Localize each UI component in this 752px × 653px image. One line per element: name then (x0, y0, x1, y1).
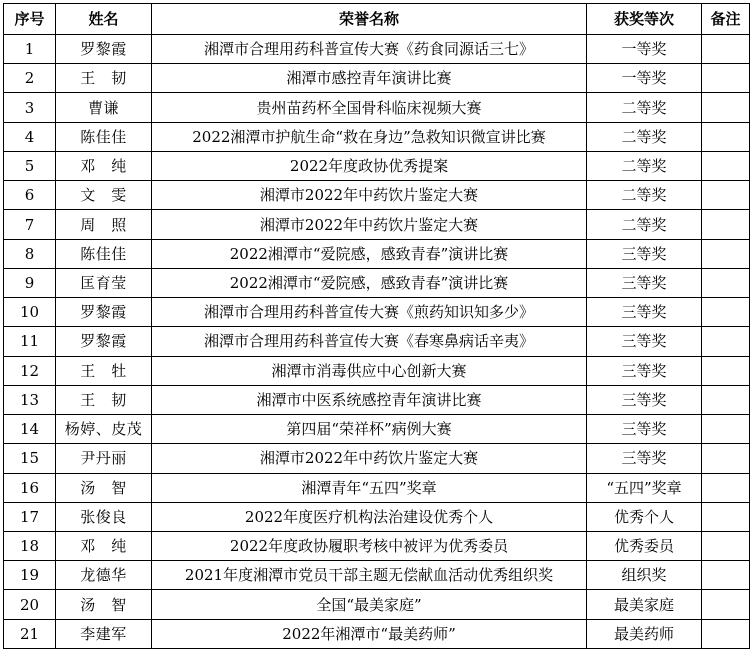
cell-note (702, 151, 750, 180)
cell-level: 三等奖 (587, 239, 702, 268)
cell-no: 1 (4, 35, 56, 64)
cell-level: 三等奖 (587, 327, 702, 356)
honors-table (3, 3, 750, 649)
cell-note (702, 473, 750, 502)
cell-award: 2022湘潭市“爱院感，感致青春”演讲比赛 (152, 239, 587, 268)
header-name: 姓名 (56, 4, 152, 35)
cell-name: 汤 智 (56, 473, 152, 502)
cell-award: 第四届“荣祥杯”病例大赛 (152, 415, 587, 444)
cell-note (702, 385, 750, 414)
header-note: 备注 (702, 4, 750, 35)
cell-award: 贵州苗药杯全国骨科临床视频大赛 (152, 93, 587, 122)
cell-level: 一等奖 (587, 64, 702, 93)
cell-award: 湘潭市感控青年演讲比赛 (152, 64, 587, 93)
cell-award: 湘潭市2022年中药饮片鉴定大赛 (152, 181, 587, 210)
cell-name: 张俊良 (56, 502, 152, 531)
table-row (4, 502, 750, 531)
cell-name: 杨婷、皮茂 (56, 415, 152, 444)
cell-award: 2022湘潭市护航生命“救在身边”急救知识微宣讲比赛 (152, 122, 587, 151)
cell-note (702, 444, 750, 473)
cell-award: 湘潭市2022年中药饮片鉴定大赛 (152, 210, 587, 239)
cell-level: “五四”奖章 (587, 473, 702, 502)
table-row (4, 93, 750, 122)
cell-award: 湘潭市合理用药科普宣传大赛《春寒鼻病话辛夷》 (152, 327, 587, 356)
cell-name: 罗黎霞 (56, 298, 152, 327)
cell-level: 二等奖 (587, 122, 702, 151)
header-award: 荣誉名称 (152, 4, 587, 35)
cell-name: 王 牡 (56, 356, 152, 385)
cell-level: 三等奖 (587, 298, 702, 327)
cell-no: 4 (4, 122, 56, 151)
cell-level: 二等奖 (587, 210, 702, 239)
table-row (4, 385, 750, 414)
cell-award: 2022年湘潭市“最美药师” (152, 619, 587, 648)
header-row (4, 4, 750, 35)
table-row (4, 181, 750, 210)
table-row (4, 356, 750, 385)
table-row (4, 268, 750, 297)
cell-award: 2022年度医疗机构法治建设优秀个人 (152, 502, 587, 531)
cell-no: 17 (4, 502, 56, 531)
table-row (4, 239, 750, 268)
cell-name: 文 雯 (56, 181, 152, 210)
cell-award: 2021年度湘潭市党员干部主题无偿献血活动优秀组织奖 (152, 561, 587, 590)
cell-level: 最美家庭 (587, 590, 702, 619)
cell-name: 王 韧 (56, 64, 152, 93)
table-row (4, 64, 750, 93)
cell-name: 邓 纯 (56, 151, 152, 180)
cell-award: 湘潭青年“五四”奖章 (152, 473, 587, 502)
cell-name: 陈佳佳 (56, 239, 152, 268)
table-row (4, 590, 750, 619)
cell-note (702, 298, 750, 327)
cell-note (702, 415, 750, 444)
cell-name: 曹谦 (56, 93, 152, 122)
cell-note (702, 502, 750, 531)
table-row (4, 561, 750, 590)
cell-level: 三等奖 (587, 444, 702, 473)
table-row (4, 122, 750, 151)
table-row (4, 619, 750, 648)
cell-note (702, 590, 750, 619)
cell-no: 6 (4, 181, 56, 210)
cell-name: 尹丹丽 (56, 444, 152, 473)
table-row (4, 210, 750, 239)
cell-no: 15 (4, 444, 56, 473)
cell-name: 罗黎霞 (56, 35, 152, 64)
table-row (4, 415, 750, 444)
cell-name: 邓 纯 (56, 531, 152, 560)
cell-no: 2 (4, 64, 56, 93)
cell-no: 14 (4, 415, 56, 444)
cell-no: 12 (4, 356, 56, 385)
cell-no: 9 (4, 268, 56, 297)
cell-note (702, 561, 750, 590)
table-row (4, 151, 750, 180)
cell-no: 20 (4, 590, 56, 619)
cell-no: 18 (4, 531, 56, 560)
cell-level: 组织奖 (587, 561, 702, 590)
cell-note (702, 619, 750, 648)
cell-name: 陈佳佳 (56, 122, 152, 151)
cell-note (702, 327, 750, 356)
cell-level: 二等奖 (587, 181, 702, 210)
cell-level: 二等奖 (587, 151, 702, 180)
header-no: 序号 (4, 4, 56, 35)
cell-level: 二等奖 (587, 93, 702, 122)
cell-name: 匡育莹 (56, 268, 152, 297)
cell-no: 10 (4, 298, 56, 327)
cell-name: 龙德华 (56, 561, 152, 590)
cell-note (702, 531, 750, 560)
cell-note (702, 356, 750, 385)
cell-level: 优秀个人 (587, 502, 702, 531)
cell-name: 罗黎霞 (56, 327, 152, 356)
cell-level: 最美药师 (587, 619, 702, 648)
header-level: 获奖等次 (587, 4, 702, 35)
table-row (4, 444, 750, 473)
table-row (4, 531, 750, 560)
cell-no: 13 (4, 385, 56, 414)
cell-note (702, 210, 750, 239)
cell-no: 11 (4, 327, 56, 356)
table-row (4, 327, 750, 356)
cell-level: 三等奖 (587, 268, 702, 297)
cell-name: 周 照 (56, 210, 152, 239)
cell-no: 7 (4, 210, 56, 239)
cell-level: 三等奖 (587, 415, 702, 444)
cell-level: 优秀委员 (587, 531, 702, 560)
cell-award: 湘潭市合理用药科普宣传大赛《煎药知识知多少》 (152, 298, 587, 327)
cell-award: 湘潭市中医系统感控青年演讲比赛 (152, 385, 587, 414)
cell-no: 8 (4, 239, 56, 268)
cell-note (702, 93, 750, 122)
cell-award: 2022湘潭市“爱院感，感致青春”演讲比赛 (152, 268, 587, 297)
cell-note (702, 181, 750, 210)
cell-award: 全国“最美家庭” (152, 590, 587, 619)
cell-no: 3 (4, 93, 56, 122)
cell-level: 三等奖 (587, 356, 702, 385)
cell-note (702, 122, 750, 151)
cell-award: 湘潭市消毒供应中心创新大赛 (152, 356, 587, 385)
cell-level: 一等奖 (587, 35, 702, 64)
cell-note (702, 64, 750, 93)
cell-name: 李建军 (56, 619, 152, 648)
cell-no: 5 (4, 151, 56, 180)
table-row (4, 473, 750, 502)
cell-level: 三等奖 (587, 385, 702, 414)
cell-award: 2022年度政协履职考核中被评为优秀委员 (152, 531, 587, 560)
cell-note (702, 35, 750, 64)
cell-no: 16 (4, 473, 56, 502)
cell-note (702, 239, 750, 268)
cell-award: 湘潭市合理用药科普宣传大赛《药食同源话三七》 (152, 35, 587, 64)
table-row (4, 298, 750, 327)
cell-no: 19 (4, 561, 56, 590)
cell-award: 湘潭市2022年中药饮片鉴定大赛 (152, 444, 587, 473)
table-body (4, 35, 750, 649)
cell-no: 21 (4, 619, 56, 648)
cell-name: 王 韧 (56, 385, 152, 414)
cell-name: 汤 智 (56, 590, 152, 619)
table-row (4, 35, 750, 64)
cell-note (702, 268, 750, 297)
cell-award: 2022年度政协优秀提案 (152, 151, 587, 180)
